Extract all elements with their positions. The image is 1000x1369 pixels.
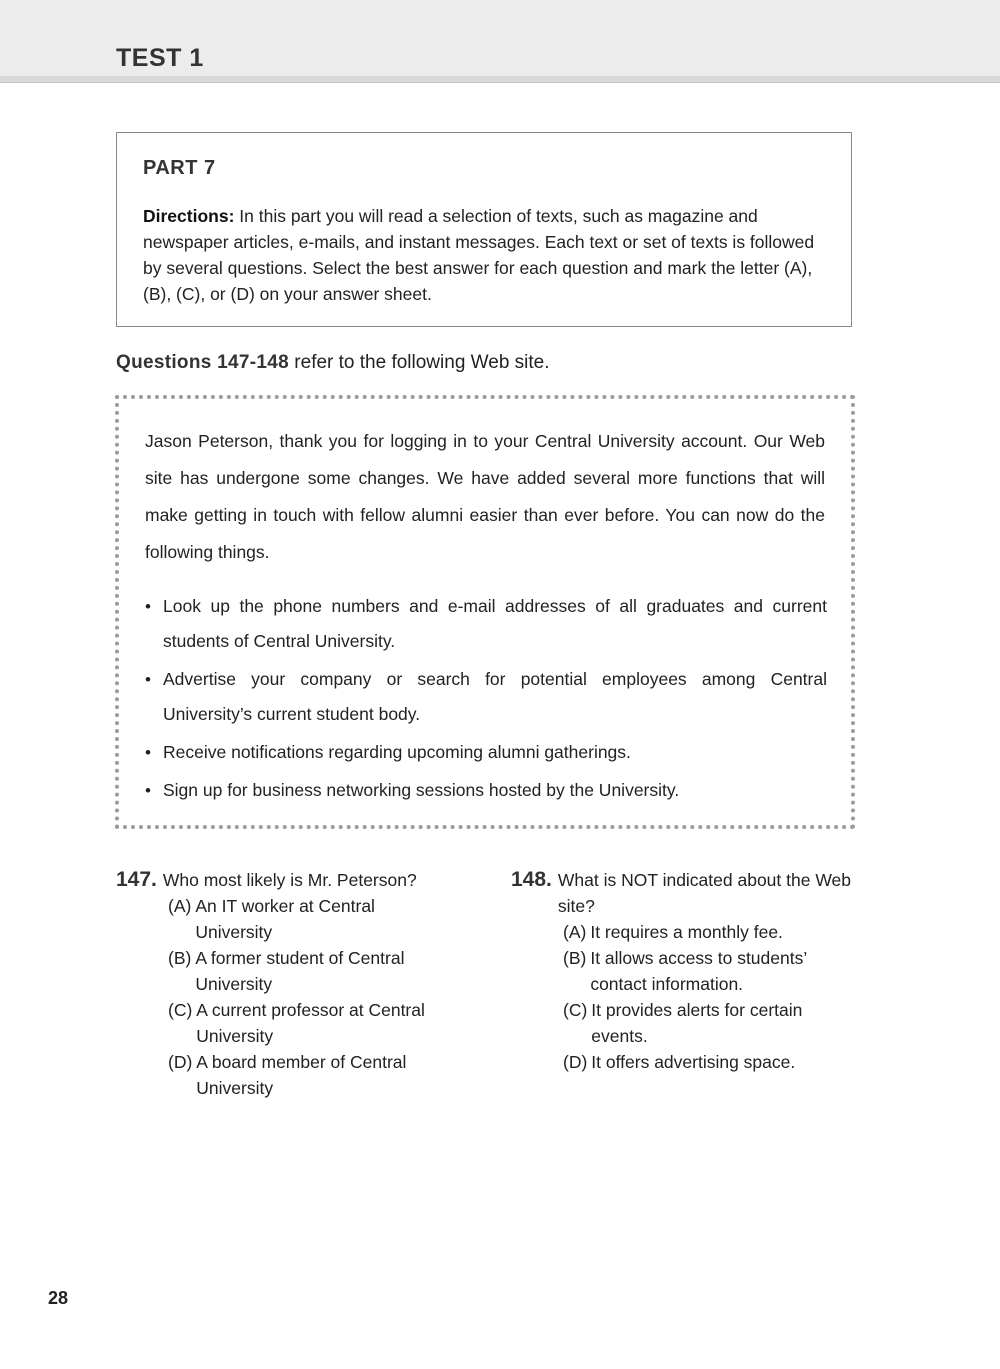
list-item: [145, 662, 827, 732]
list-item: [145, 735, 827, 770]
question-range: Questions 147-148: [116, 352, 290, 373]
option-letter: (C): [168, 1000, 193, 1020]
directions-body: In this part you will read a selection of texts, such as magazine and newspaper articles, e-mails, and instant messages. Each text or set of texts is followed by several questions. Select the best answer for each question and mark the letter (A), (B), (C), or (D) on your answer sheet.: [143, 206, 815, 304]
directions-label: Directions:: [143, 206, 235, 226]
passage-intro: Jason Peterson, thank you for logging in to your Central University account. Our Web site has undergone some changes. We have added several more functions that will make getting in touch with fellow alumni easier than ever before. You can now do the following things.: [145, 431, 825, 562]
list-item: [145, 589, 827, 659]
option-letter: (B): [168, 948, 192, 968]
bullet-icon: •: [145, 597, 151, 616]
directions-text: [143, 203, 833, 307]
list-item-text: Advertise your company or search for potential employees among Central University’s current student body.: [163, 669, 827, 724]
answer-option-d[interactable]: [168, 1049, 456, 1101]
answer-option-a[interactable]: [563, 919, 851, 945]
option-text: An IT worker at Central University: [195, 896, 375, 942]
answer-option-d[interactable]: [563, 1049, 851, 1075]
option-text: It provides alerts for certain events.: [591, 1000, 803, 1046]
option-letter: (B): [563, 948, 587, 968]
question-refer: refer to the following Web site.: [289, 352, 550, 373]
bullet-icon: •: [145, 781, 151, 800]
header-rule-thin: [0, 82, 1000, 83]
option-letter: (C): [563, 1000, 588, 1020]
option-letter: (D): [168, 1052, 193, 1072]
answer-option-b[interactable]: [168, 945, 456, 997]
bullet-icon: •: [145, 670, 151, 689]
answer-option-a[interactable]: [168, 893, 456, 945]
page-number: 28: [48, 1288, 69, 1308]
option-text: It allows access to students’ contact information.: [590, 948, 807, 994]
question-147: [116, 867, 456, 1101]
bullet-icon: •: [145, 743, 151, 762]
answer-option-c[interactable]: [563, 997, 851, 1049]
option-text: A board member of Central University: [196, 1052, 407, 1098]
option-letter: (A): [563, 922, 587, 942]
list-item-text: Sign up for business networking sessions hosted by the University.: [163, 780, 680, 800]
option-text: It offers advertising space.: [591, 1052, 796, 1072]
passage-bullet-list: [145, 589, 827, 811]
answer-option-b[interactable]: [563, 945, 851, 997]
list-item: [145, 773, 827, 808]
option-text: A former student of Central University: [195, 948, 405, 994]
question-stem: [116, 867, 456, 893]
option-letter: (D): [563, 1052, 588, 1072]
question-number: 148.: [511, 868, 552, 891]
question-text: What is NOT indicated about the Web site?: [557, 870, 851, 916]
test-title: TEST 1: [116, 44, 204, 72]
question-text: Who most likely is Mr. Peterson?: [162, 870, 417, 890]
answer-option-c[interactable]: [168, 997, 456, 1049]
list-item-text: Receive notifications regarding upcoming alumni gatherings.: [163, 742, 631, 762]
answer-options: [116, 893, 456, 1101]
option-letter: (A): [168, 896, 192, 916]
web-site-passage: [115, 395, 855, 829]
list-item-text: Look up the phone numbers and e-mail addresses of all graduates and current students of Central University.: [163, 596, 827, 651]
option-text: A current professor at Central University: [196, 1000, 425, 1046]
directions-box: [116, 132, 852, 327]
answer-options: [511, 919, 851, 1075]
question-148: [511, 867, 851, 1075]
option-text: It requires a monthly fee.: [590, 922, 783, 942]
part-title: PART 7: [143, 157, 216, 179]
question-group-heading: [116, 352, 550, 374]
question-stem: [511, 867, 851, 919]
question-number: 147.: [116, 868, 157, 891]
